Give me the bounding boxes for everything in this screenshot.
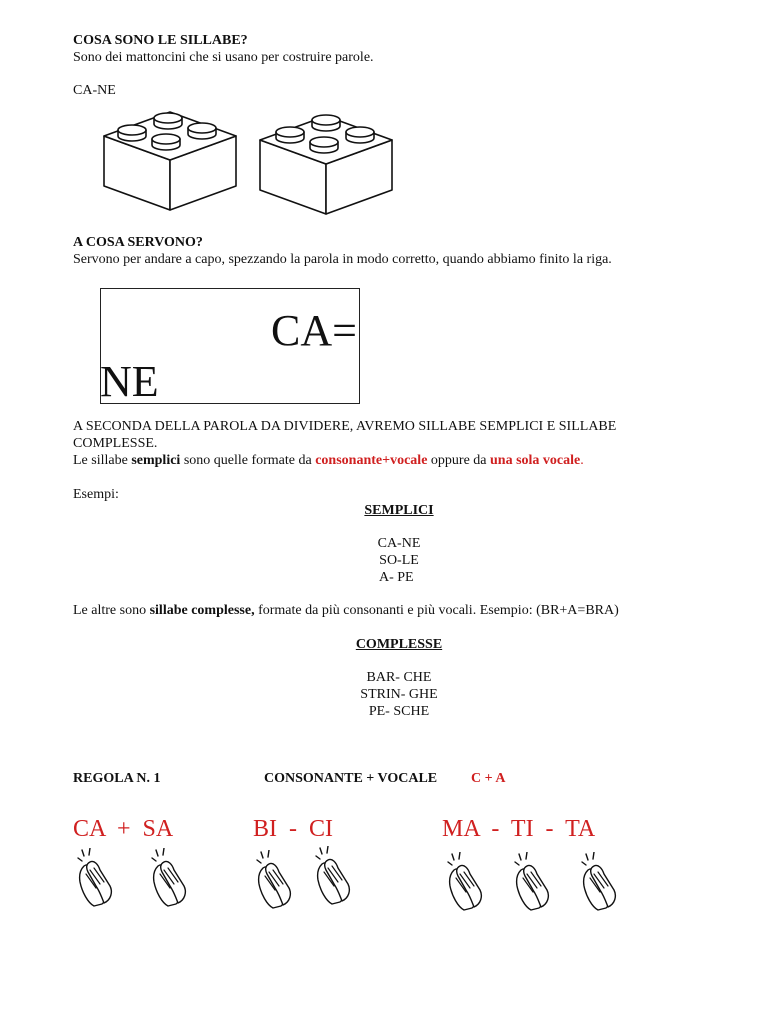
purpose-text: Servono per andare a capo, spezzando la parola in modo corretto, quando abbiamo finito la riga. bbox=[73, 252, 612, 267]
complex-item: STRIN- GHE bbox=[360, 687, 438, 702]
rule-label: REGOLA N. 1 bbox=[73, 771, 161, 786]
clapping-hands-icon bbox=[578, 852, 620, 914]
clapping-hands-icon bbox=[444, 852, 486, 914]
box-line2: NE bbox=[100, 357, 159, 406]
complex-title: COMPLESSE bbox=[355, 637, 443, 652]
clapping-hands-icon bbox=[148, 848, 190, 910]
complex-item: PE- SCHE bbox=[368, 704, 430, 719]
heading-what-are-syllables: COSA SONO LE SILLABE? bbox=[73, 33, 248, 48]
simple-definition: Le sillabe semplici sono quelle formate da consonante+vocale oppure da una sola vocale. bbox=[73, 453, 584, 468]
complex-definition: Le altre sono sillabe complesse, formate da più consonanti e più vocali. Esempio: (BR+A=BRA) bbox=[73, 603, 619, 618]
simple-item: CA-NE bbox=[377, 536, 421, 551]
simple-title: SEMPLICI bbox=[364, 503, 434, 518]
simple-item: SO-LE bbox=[379, 553, 419, 568]
word-bici: BI - CI bbox=[253, 816, 333, 842]
clapping-hands-icon bbox=[511, 852, 553, 914]
word-matita: MA - TI - TA bbox=[442, 816, 596, 842]
clapping-hands-icon bbox=[74, 848, 116, 910]
clapping-hands-icon bbox=[312, 846, 354, 908]
box-line1: CA= bbox=[271, 306, 357, 355]
heading-what-for: A COSA SERVONO? bbox=[73, 235, 203, 250]
rule-formula: C + A bbox=[471, 771, 506, 786]
lego-brick-icon bbox=[100, 108, 240, 212]
clapping-hands-icon bbox=[253, 850, 295, 912]
rule-text: CONSONANTE + VOCALE bbox=[264, 771, 438, 786]
examples-label: Esempi: bbox=[73, 487, 119, 502]
lego-brick-icon bbox=[256, 112, 396, 216]
types-line2: COMPLESSE. bbox=[73, 436, 158, 451]
complex-item: BAR- CHE bbox=[366, 670, 432, 685]
types-line1: A SECONDA DELLA PAROLA DA DIVIDERE, AVREMO SILLABE SEMPLICI E SILLABE bbox=[73, 419, 617, 434]
simple-item: A- PE bbox=[379, 570, 414, 585]
intro-text: Sono dei mattoncini che si usano per costruire parole. bbox=[73, 50, 374, 65]
word-casa: CA + SA bbox=[73, 816, 174, 842]
example-word: CA-NE bbox=[73, 83, 116, 98]
